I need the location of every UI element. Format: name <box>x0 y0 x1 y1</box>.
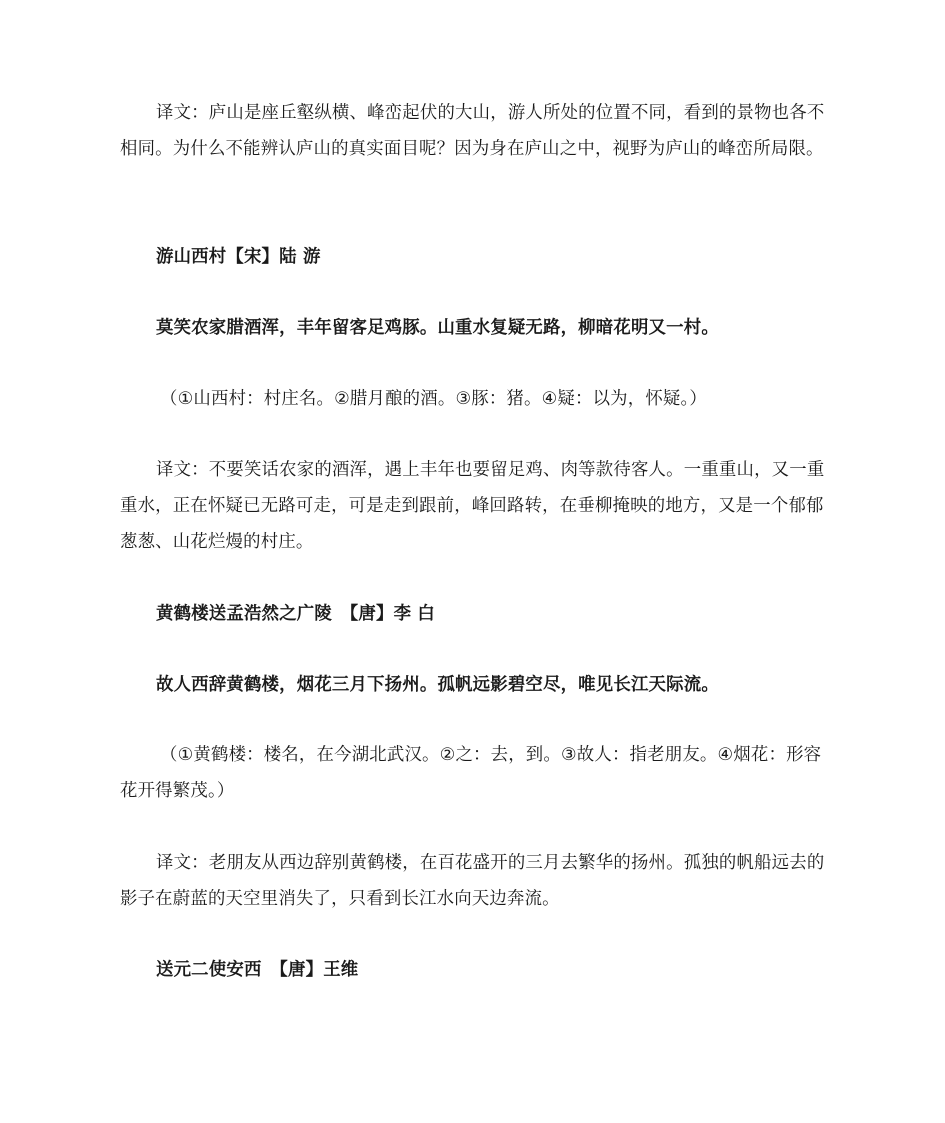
poem-text-you-shan-xi-cun: 莫笑农家腊酒浑，丰年留客足鸡豚。山重水复疑无路，柳暗花明又一村。 <box>156 318 719 338</box>
notes-you-shan-xi-cun: （①山西村：村庄名。②腊月酿的酒。③豚：猪。④疑：以为，怀疑。） <box>160 389 708 409</box>
poem-title-you-shan-xi-cun: 游山西村【宋】陆 游 <box>156 247 321 267</box>
translation-huang-he-lou: 译文：老朋友从西边辞别黄鹤楼，在百花盛开的三月去繁华的扬州。孤独的帆船远去的影子在蔚蓝的天空里消失了，只看到长江水向天边奔流。 <box>120 853 825 909</box>
poem-title-song-yuan-er: 送元二使安西 【唐】王维 <box>156 960 359 980</box>
translation-you-shan-xi-cun: 译文：不要笑话农家的酒浑，遇上丰年也要留足鸡、肉等款待客人。一重重山，又一重重水，正在怀疑已无路可走，可是走到跟前，峰回路转，在垂柳掩映的地方，又是一个郁郁葱葱、山花烂熳的村庄。 <box>120 460 825 552</box>
poem-text-huang-he-lou: 故人西辞黄鹤楼，烟花三月下扬州。孤帆远影碧空尽，唯见长江天际流。 <box>156 675 719 695</box>
translation-lushan: 译文：庐山是座丘壑纵横、峰峦起伏的大山，游人所处的位置不同，看到的景物也各不相同。为什么不能辨认庐山的真实面目呢？因为身在庐山之中，视野为庐山的峰峦所局限。 <box>120 103 825 159</box>
poem-title-huang-he-lou: 黄鹤楼送孟浩然之广陵 【唐】李 白 <box>156 604 436 624</box>
notes-huang-he-lou: （①黄鹤楼：楼名，在今湖北武汉。②之：去，到。③故人：指老朋友。④烟花：形容花开得繁茂。） <box>120 745 822 801</box>
